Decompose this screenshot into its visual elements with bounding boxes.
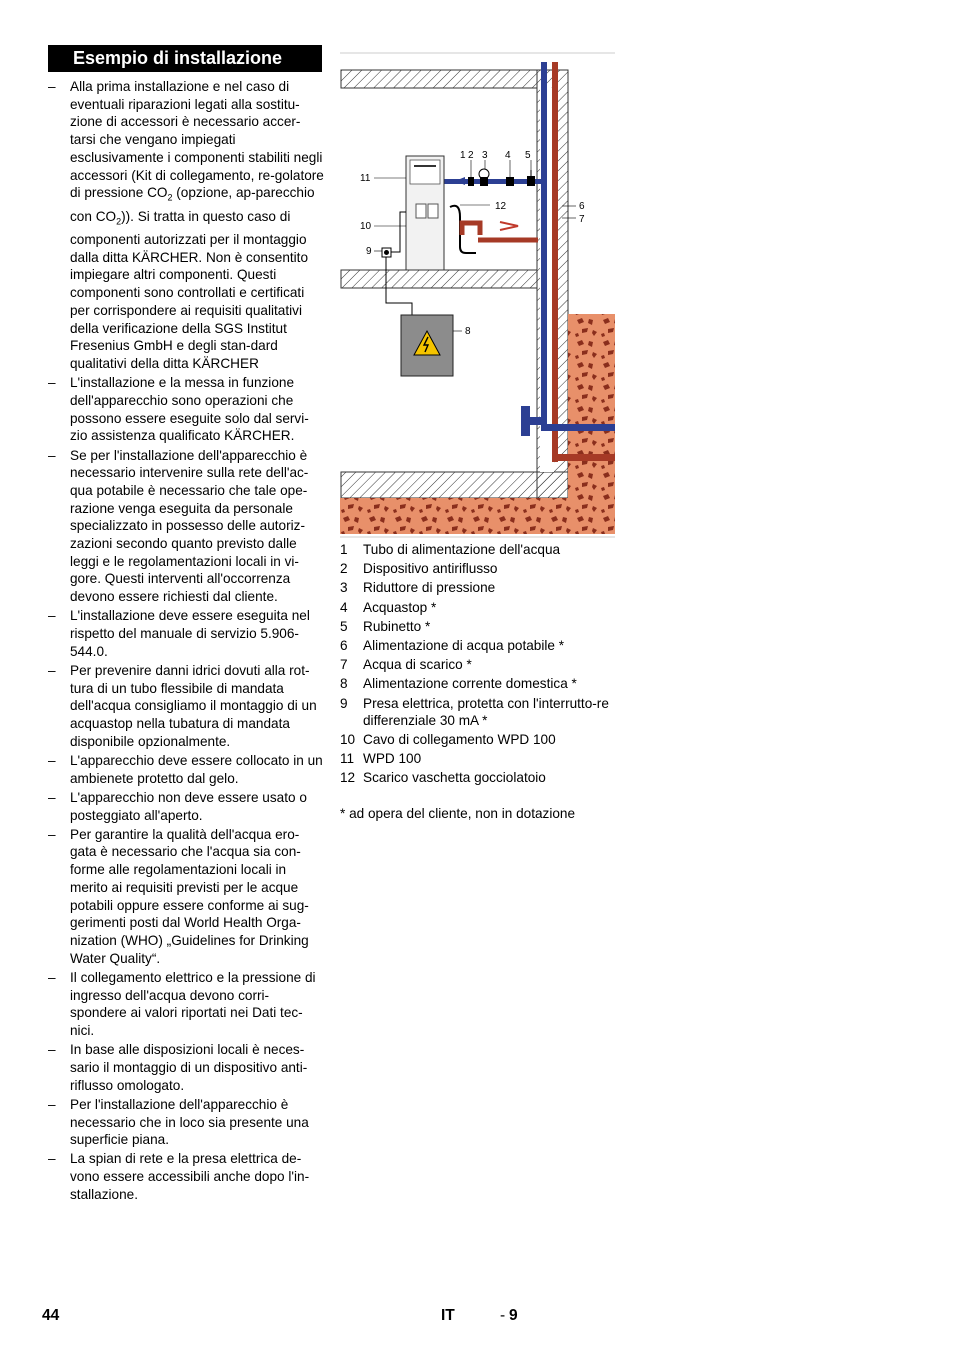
page-number: 44	[42, 1307, 60, 1324]
callout-4: 4	[505, 150, 511, 161]
callout-1: 1	[460, 150, 466, 161]
callout-2: 2	[468, 150, 474, 161]
section-page-number: 9	[509, 1307, 518, 1324]
flow-arrow-icon	[500, 222, 518, 230]
language-code: IT	[441, 1307, 455, 1324]
list-item: – Alla prima installazione e nel caso di eventuali riparazioni legati alla sostitu-zione di accessori è necessario accer-tarsi che vengano impiegati esclusivamente i componenti stabiliti negli accessori (Kit di collegamento, re-golatore di pressione $CO_2$ (opzione, ap-parecchio con $CO_2$)). Si tratta in questo caso di componenti autorizzati per il montaggio dalla ditta KÄRCHER. Non è consentito impiegare altri componenti. Questi componenti sono controllati e certificati per corrispondere ai requisiti qualitativi della verificazione della SGS Institut Fresenius GmbH e degli stan-dard qualitativi della ditta KÄRCHER	[48, 79, 324, 371]
list-item: – L'apparecchio deve essere collocato in un ambienete protetto dal gelo.	[48, 752, 323, 786]
legend-item: 1 Tubo di alimentazione dell'acqua	[340, 542, 561, 557]
callout-12: 12	[495, 201, 507, 212]
list-item: – La spian di rete e la presa elettrica de-vono essere accessibili anche dopo l'in-stallazione.	[48, 1151, 310, 1202]
installation-diagram	[340, 52, 615, 538]
page-separator: -	[500, 1307, 506, 1324]
legend-item: 2 Dispositivo antiriflusso	[340, 561, 498, 577]
section-title: Esempio di installazione	[48, 45, 322, 72]
legend-item: 11 WPD 100	[340, 750, 422, 766]
legend-item: 8 Alimentazione corrente domestica *	[340, 676, 577, 692]
requirements-list	[48, 78, 324, 1205]
list-item: – Se per l'installazione dell'apparecchio è necessario intervenire sulla rete dell'ac-qua potabile è necessario che tale ope-razione venga eseguita da personale specializzato in possesso delle autoriz-zazioni secondo quanto previsto dalle leggi e le regolamentazioni locali in vi-gore. Questi interventi all'occorrenza devono essere richiesti dal cliente.	[48, 447, 309, 605]
callout-5: 5	[525, 150, 531, 161]
list-item: – Il collegamento elettrico e la pressione di ingresso dell'acqua devono corri-spondere ai valori riportati nei Dati tec-nici.	[48, 969, 316, 1038]
footnote: * ad opera del cliente, non in dotazione	[340, 806, 576, 821]
legend-item: 10 Cavo di collegamento WPD 100	[340, 731, 556, 747]
legend-item: 3 Riduttore di pressione	[340, 580, 496, 596]
legend-item: 12 Scarico vaschetta gocciolatoio	[340, 770, 546, 786]
callout-7: 7	[579, 214, 585, 225]
legend-item: 6 Alimentazione di acqua potabile *	[340, 638, 565, 654]
callout-3: 3	[482, 150, 488, 161]
list-item: – L'installazione e la messa in funzione dell'apparecchio sono operazioni che possono essere eseguite solo dal servi-zio assistenza qualificato KÄRCHER.	[48, 375, 309, 444]
list-item: – Per garantire la qualità dell'acqua ero-gata è necessario che l'acqua sia con-forme alle regolamentazioni locali in merito ai requisiti previsti per le acque potabili oppure essere conforme ai sug-gerimenti posti dal World Health Orga-nization (WHO) „Guidelines for Drinking Water Quality“.	[48, 826, 309, 966]
legend-item: 5 Rubinetto *	[340, 618, 431, 634]
callout-11: 11	[360, 173, 371, 184]
callout-8: 8	[465, 326, 471, 337]
callout-6: 6	[579, 201, 585, 212]
callout-9: 9	[366, 246, 372, 257]
callout-10: 10	[360, 221, 372, 232]
figure-legend	[340, 540, 620, 787]
list-item: – Per l'installazione dell'apparecchio è necessario che in loco sia presente una superficie piana.	[48, 1096, 309, 1148]
legend-item: 4 Acquastop *	[340, 599, 437, 615]
list-item: – L'apparecchio non deve essere usato o posteggiato all'aperto.	[48, 789, 307, 823]
list-item: – L'installazione deve essere eseguita nel rispetto del manuale di servizio 5.906-544.0.	[48, 608, 310, 659]
list-item: – Per prevenire danni idrici dovuti alla rot-tura di un tubo flessibile di mandata dell'acqua consigliamo il montaggio di un acquastop nella tubatura di mandata disponibile opzionalmente.	[48, 662, 317, 749]
legend-item: 9 Presa elettrica, protetta con l'interrutto-re differenziale 30 mA *	[340, 695, 609, 728]
legend-item: 7 Acqua di scarico *	[340, 657, 472, 673]
list-item: – In base alle disposizioni locali è neces-sario il montaggio di un dispositivo anti-riflusso omologato.	[48, 1042, 308, 1093]
